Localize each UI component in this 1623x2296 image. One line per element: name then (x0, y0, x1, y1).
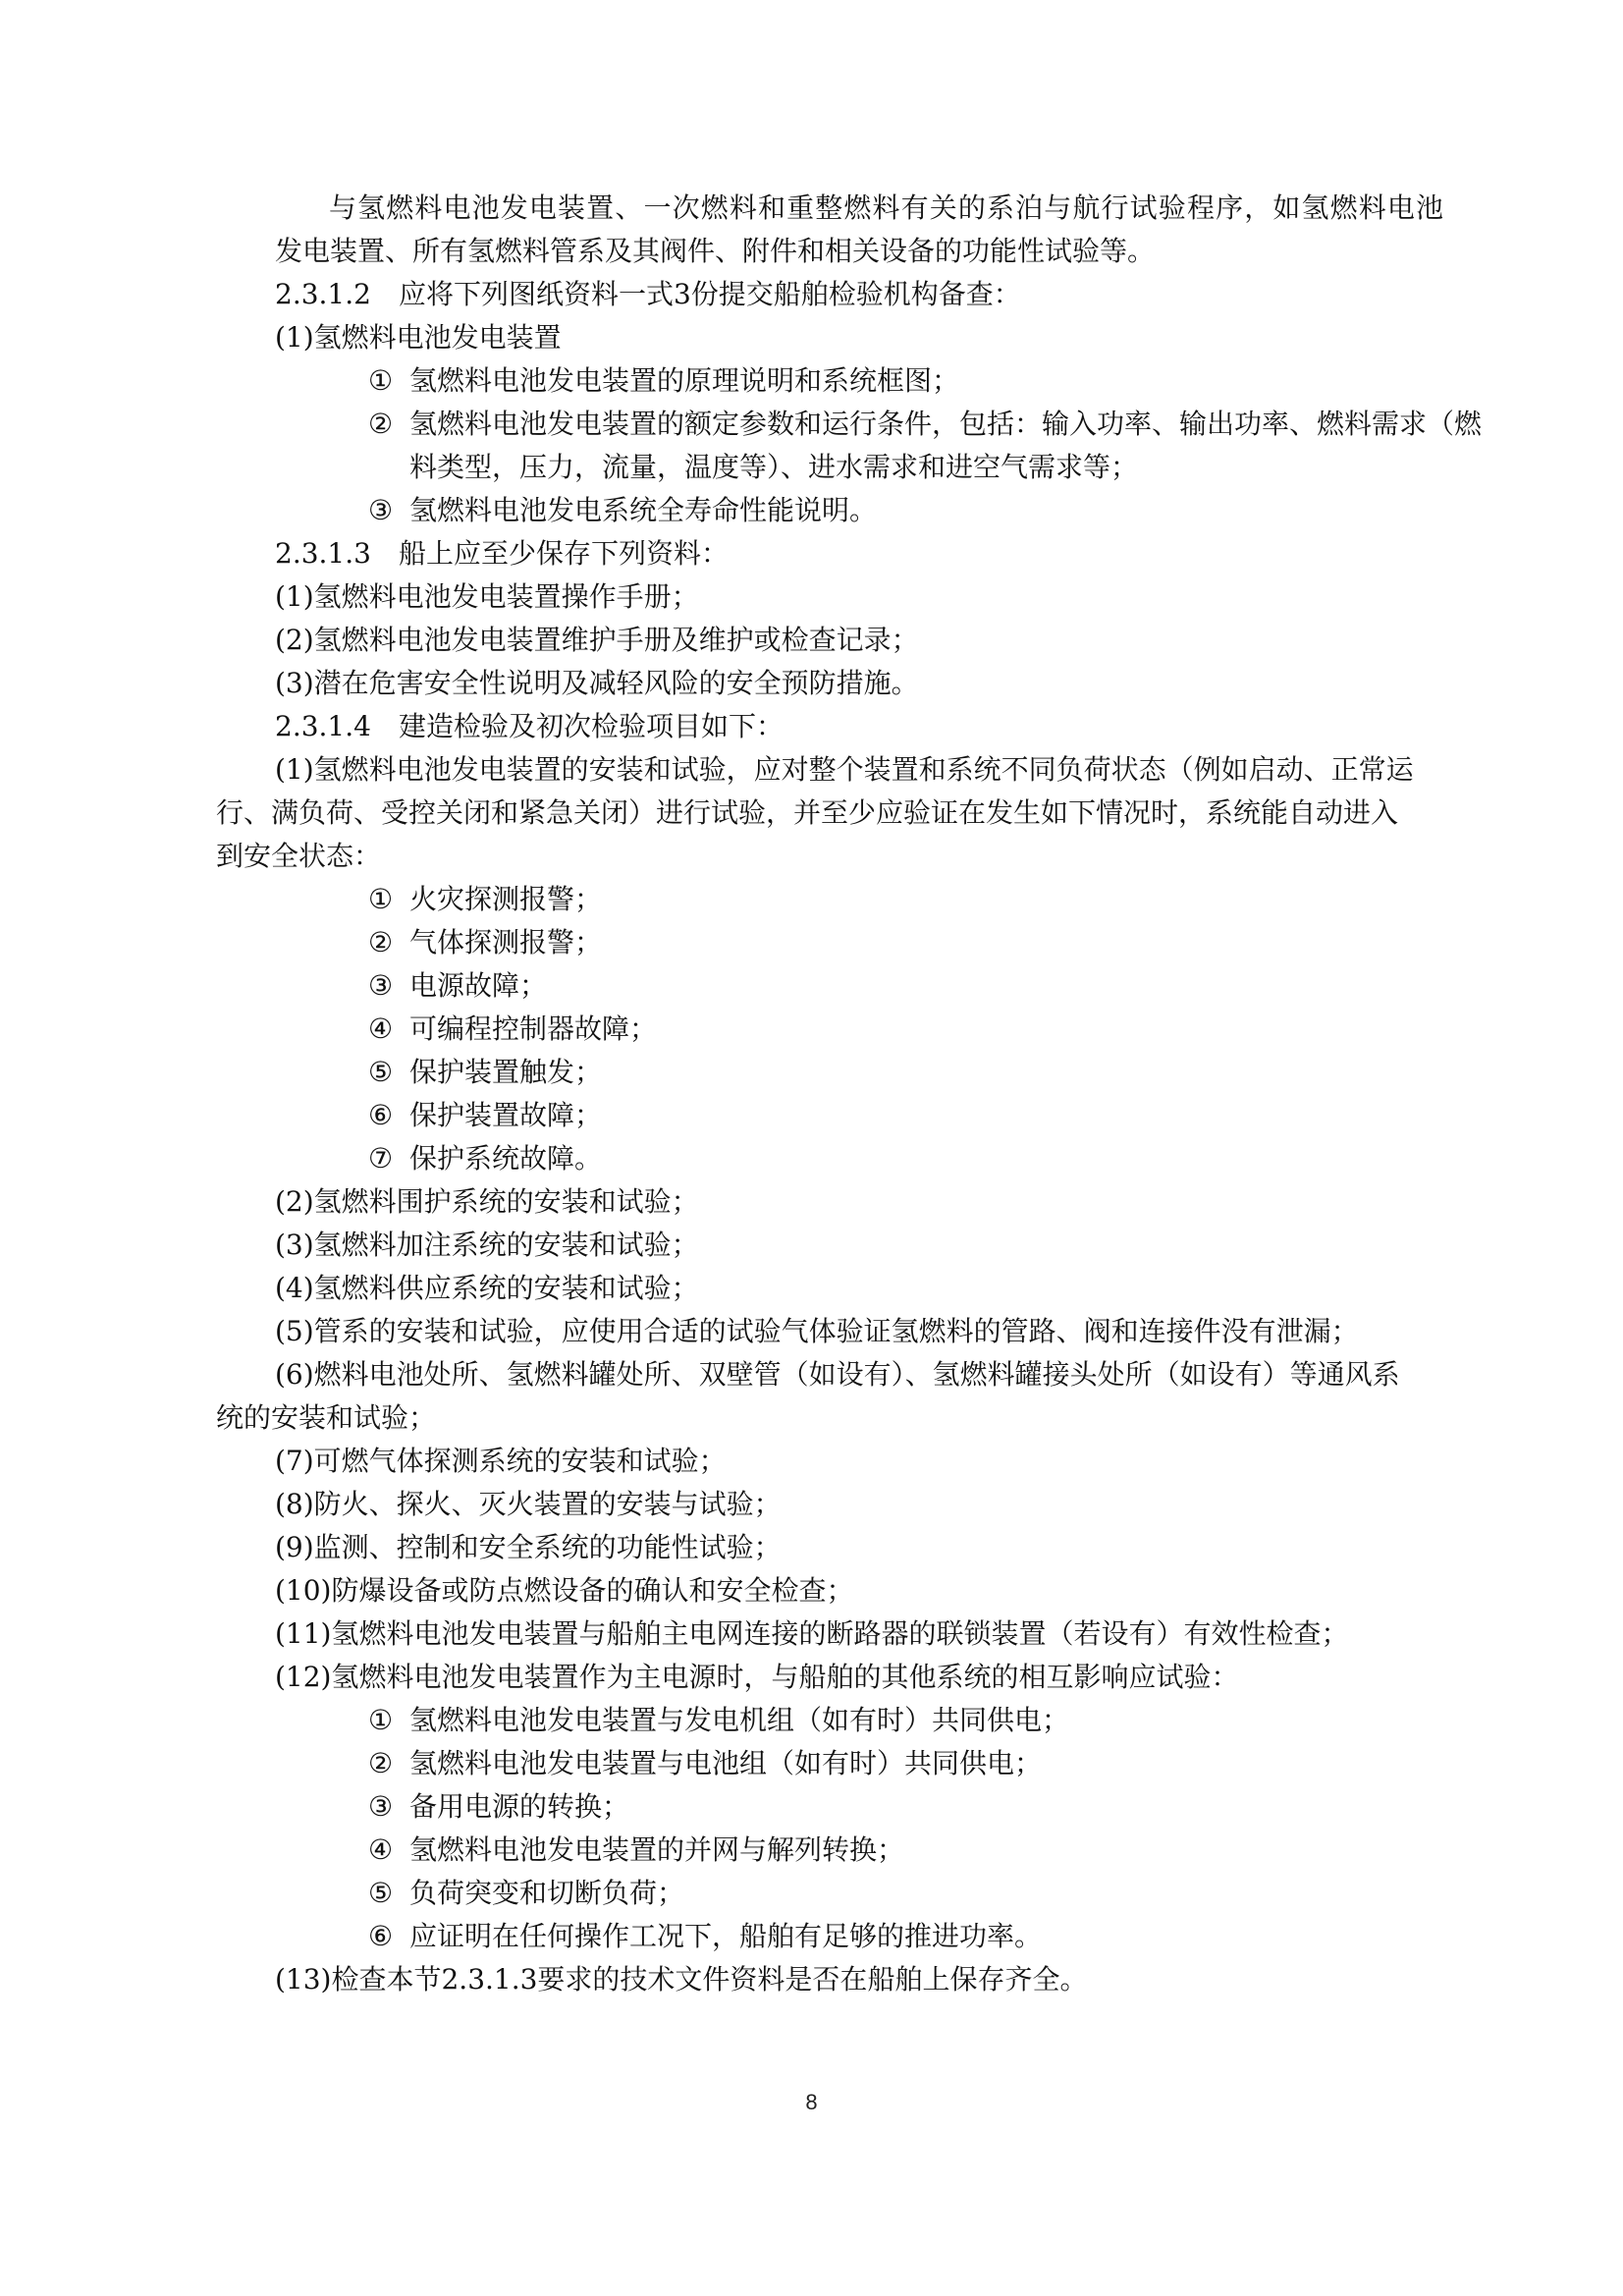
list-item: (4)氢燃料供应系统的安装和试验； (275, 1272, 699, 1304)
sub-list-item (216, 1742, 1443, 1785)
list-item: (1)氢燃料电池发电装置操作手册； (275, 580, 699, 613)
sub-list-item (216, 1829, 1443, 1872)
circled-number: ⑦ (368, 1142, 394, 1175)
sub-list-text: 负荷突变和切断负荷； (409, 1877, 685, 1909)
sub-list-item (216, 1699, 1443, 1742)
sub-list-item (216, 1094, 1443, 1137)
circled-number: ⑤ (368, 1056, 394, 1088)
list-item: (3)潜在危害安全性说明及减轻风险的安全预防措施。 (275, 667, 919, 699)
sub-list-text: 可编程控制器故障； (409, 1012, 658, 1045)
sub-list-text: 氢燃料电池发电装置与电池组（如有时）共同供电； (409, 1747, 1043, 1779)
circled-number: ① (368, 1704, 394, 1736)
sub-list-item (216, 921, 1443, 964)
circled-number: ⑥ (368, 1920, 394, 1952)
sub-list-item (216, 1785, 1443, 1829)
sub-list-text: 备用电源的转换； (409, 1790, 630, 1823)
sub-list-text: 氢燃料电池发电装置的额定参数和运行条件，包括：输入功率、输出功率、燃料需求（燃 (409, 408, 1483, 440)
page-number: 8 (805, 2090, 818, 2114)
section-heading-2-3-1-3: 2.3.1.3 船上应至少保存下列资料： (275, 537, 729, 570)
sub-list-item (216, 1051, 1443, 1094)
paragraph: 与氢燃料电池发电装置、一次燃料和重整燃料有关的系泊与航行试验程序，如氢燃料电池 (329, 191, 1443, 224)
circled-number: ④ (368, 1012, 394, 1045)
circled-number: ⑤ (368, 1877, 394, 1909)
list-item: (6)燃料电池处所、氢燃料罐处所、双壁管（如设有）、氢燃料罐接头处所（如设有）等通风系 (275, 1358, 1400, 1391)
section-heading-2-3-1-4: 2.3.1.4 建造检验及初次检验项目如下： (275, 710, 784, 742)
sub-list-text: 保护系统故障。 (409, 1142, 603, 1175)
sub-list-text: 氢燃料电池发电系统全寿命性能说明。 (409, 494, 878, 526)
list-item: (11)氢燃料电池发电装置与船舶主电网连接的断路器的联锁装置（若设有）有效性检查； (275, 1617, 1349, 1650)
sub-list-continuation: 料类型，压力，流量，温度等）、进水需求和进空气需求等； (409, 451, 1139, 483)
list-item: (5)管系的安装和试验，应使用合适的试验气体验证氢燃料的管路、阀和连接件没有泄漏； (275, 1315, 1359, 1347)
circled-number: ① (368, 364, 394, 397)
circled-number: ③ (368, 969, 394, 1002)
sub-list-item (216, 878, 1443, 921)
list-item-continuation: 统的安装和试验； (216, 1401, 437, 1434)
sub-list-item (216, 1872, 1443, 1915)
circled-number: ⑥ (368, 1099, 394, 1131)
document-body (216, 187, 1483, 2001)
sub-list-item (216, 403, 1483, 446)
sub-list-text: 火灾探测报警； (409, 883, 603, 915)
sub-list-text: 保护装置触发； (409, 1056, 603, 1088)
sub-list-item (216, 489, 1443, 532)
list-item-continuation: 行、满负荷、受控关闭和紧急关闭）进行试验，并至少应验证在发生如下情况时，系统能自动进入 (216, 796, 1399, 829)
sub-list-item (216, 1915, 1443, 1958)
sub-list-text: 氢燃料电池发电装置的原理说明和系统框图； (409, 364, 960, 397)
sub-list-item (216, 1008, 1443, 1051)
list-item: (2)氢燃料电池发电装置维护手册及维护或检查记录； (275, 624, 919, 656)
sub-list-text: 电源故障； (409, 969, 548, 1002)
sub-list-item (216, 1137, 1443, 1180)
list-item: (9)监测、控制和安全系统的功能性试验； (275, 1531, 782, 1563)
list-item: (3)氢燃料加注系统的安装和试验； (275, 1229, 699, 1261)
list-item: (1)氢燃料电池发电装置 (275, 321, 562, 354)
list-item-continuation: 到安全状态： (216, 840, 382, 872)
circled-number: ② (368, 926, 394, 958)
list-item: (1)氢燃料电池发电装置的安装和试验，应对整个装置和系统不同负荷状态（例如启动、正常运 (275, 753, 1414, 786)
circled-number: ② (368, 1747, 394, 1779)
list-item: (12)氢燃料电池发电装置作为主电源时，与船舶的其他系统的相互影响应试验： (275, 1661, 1239, 1693)
circled-number: ④ (368, 1833, 394, 1866)
sub-list-text: 保护装置故障； (409, 1099, 603, 1131)
circled-number: ③ (368, 1790, 394, 1823)
list-item: (13)检查本节2.3.1.3要求的技术文件资料是否在船舶上保存齐全。 (275, 1963, 1088, 1995)
sub-list-text: 氢燃料电池发电装置的并网与解列转换； (409, 1833, 905, 1866)
circled-number: ③ (368, 494, 394, 526)
sub-list-text: 气体探测报警； (409, 926, 603, 958)
sub-list-text: 应证明在任何操作工况下，船舶有足够的推进功率。 (409, 1920, 1043, 1952)
circled-number: ② (368, 408, 394, 440)
sub-list-text: 氢燃料电池发电装置与发电机组（如有时）共同供电； (409, 1704, 1070, 1736)
paragraph-continuation: 发电装置、所有氢燃料管系及其阀件、附件和相关设备的功能性试验等。 (275, 235, 1156, 267)
list-item: (10)防爆设备或防点燃设备的确认和安全检查； (275, 1574, 854, 1607)
sub-list-item (216, 964, 1443, 1008)
list-item: (7)可燃气体探测系统的安装和试验； (275, 1445, 727, 1477)
circled-number: ① (368, 883, 394, 915)
section-heading-2-3-1-2: 2.3.1.2 应将下列图纸资料一式3份提交船舶检验机构备查： (275, 278, 1021, 310)
sub-list-item (216, 359, 1443, 403)
list-item: (8)防火、探火、灭火装置的安装与试验； (275, 1488, 782, 1520)
list-item: (2)氢燃料围护系统的安装和试验； (275, 1185, 699, 1218)
